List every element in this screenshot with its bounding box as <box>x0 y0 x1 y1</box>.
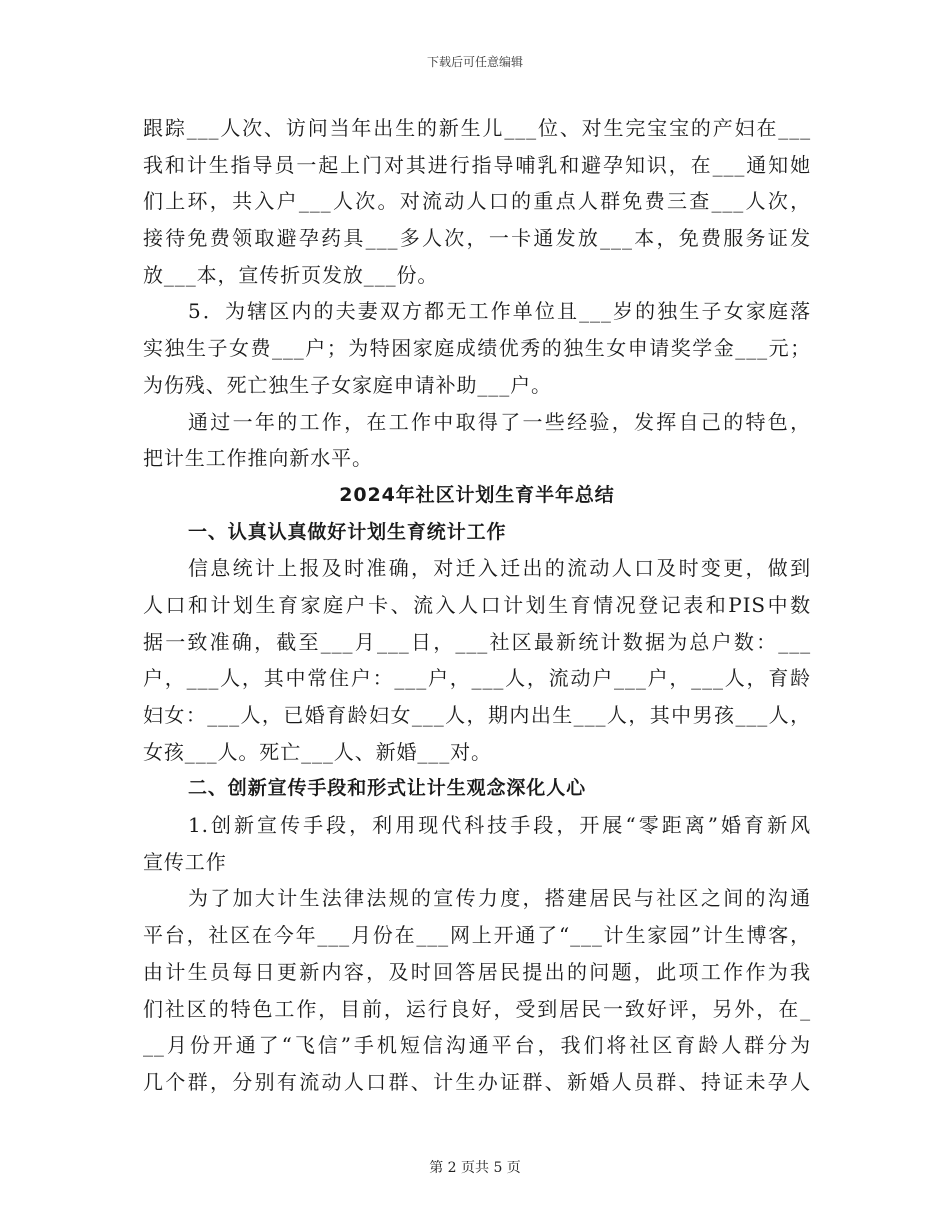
body-line: 户，___人，其中常住户：___户，___人，流动户___户，___人，育龄 <box>143 666 811 691</box>
body-line: 女孩___人。死亡___人、新婚___对。 <box>143 739 492 764</box>
body-line: 们社区的特色工作，目前，运行良好，受到居民一致好评，另外，在_ <box>143 996 811 1021</box>
body-line: 把计生工作推向新水平。 <box>143 446 373 471</box>
body-line: 宣传工作 <box>143 849 227 874</box>
body-line: 平台，社区在今年___月份在___网上开通了“___计生家园”计生博客， <box>143 923 811 948</box>
body-line: 们上环，共入户___人次。对流动人口的重点人群免费三查___人次， <box>143 189 811 214</box>
body-line: 1.创新宣传手段，利用现代科技手段，开展“零距离”婚育新风 <box>188 813 811 838</box>
body-line: 通过一年的工作，在工作中取得了一些经验，发挥自己的特色， <box>188 409 811 434</box>
body-line: 跟踪___人次、访问当年出生的新生儿___位、对生完宝宝的产妇在___ <box>143 116 811 140</box>
page-footer: 第 2 页共 5 页 <box>429 1160 521 1176</box>
section-heading-1: 一、认真认真做好计划生育统计工作 <box>188 520 507 543</box>
body-line: 5．为辖区内的夫妻双方都无工作单位且___岁的独生子女家庭落 <box>188 299 811 324</box>
body-line: 信息统计上报及时准确，对迁入迁出的流动人口及时变更，做到 <box>188 556 811 581</box>
section-title: 2024年社区计划生育半年总结 <box>339 483 615 506</box>
document-body <box>143 110 811 1101</box>
body-line: 我和计生指导员一起上门对其进行指导哺乳和避孕知识，在___通知她 <box>143 152 811 177</box>
body-line: 妇女：___人，已婚育龄妇女___人，期内出生___人，其中男孩___人， <box>143 703 811 727</box>
body-line: 放___本，宣传折页发放___份。 <box>143 262 439 287</box>
body-line: 为了加大计生法律法规的宣传力度，搭建居民与社区之间的沟通 <box>188 886 811 911</box>
body-line: 接待免费领取避孕药具___多人次，一卡通发放___本，免费服务证发 <box>143 226 811 251</box>
body-line: 人口和计划生育家庭户卡、流入人口计划生育情况登记表和PIS中数 <box>143 592 811 617</box>
page-header: 下载后可任意编辑 <box>426 55 523 69</box>
section-heading-2: 二、创新宣传手段和形式让计生观念深化人心 <box>188 777 587 800</box>
body-line: 几个群，分别有流动人口群、计生办证群、新婚人员群、持证未孕人 <box>143 1069 811 1094</box>
body-line: 据一致准确，截至___月___日，___社区最新统计数据为总户数：___ <box>143 629 811 654</box>
body-line: __月份开通了“飞信”手机短信沟通平台，我们将社区育龄人群分为 <box>143 1033 811 1058</box>
body-line: 为伤残、死亡独生子女家庭申请补助___户。 <box>143 372 552 397</box>
body-line: 实独生子女费___户；为特困家庭成绩优秀的独生女申请奖学金___元； <box>143 336 811 361</box>
body-line: 由计生员每日更新内容，及时回答居民提出的问题，此项工作作为我 <box>143 959 811 984</box>
